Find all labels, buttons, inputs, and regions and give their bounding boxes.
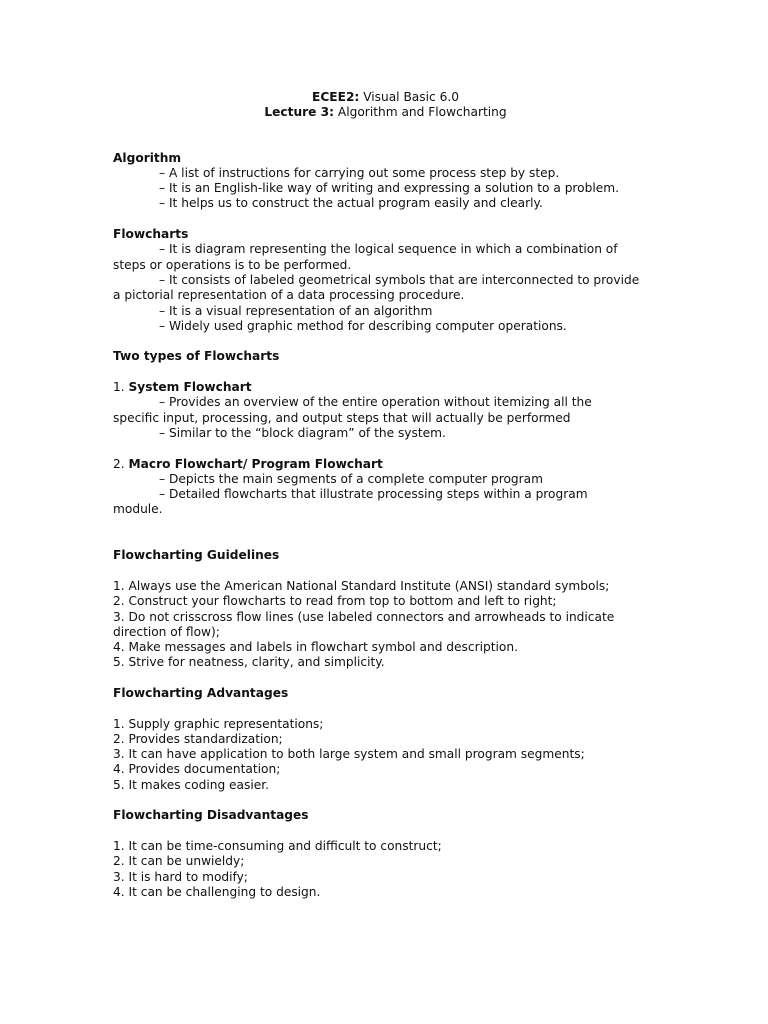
algorithm-section [113,151,658,212]
flowcharts-item: – It is diagram representing the logical sequence in which a combination of [159,242,618,257]
types-heading: Two types of Flowcharts [113,349,280,364]
lecture-label: Lecture 3: [264,105,335,120]
macro-flowchart-block [113,457,658,518]
advantage-item: 4. Provides documentation; [113,762,281,777]
disadvantages-heading: Flowcharting Disadvantages [113,808,309,823]
system-flowchart-block [113,380,658,441]
macro-flowchart-title-line [113,457,658,472]
advantages-heading: Flowcharting Advantages [113,685,289,700]
disadvantages-section [113,808,658,900]
disadvantage-item: 3. It is hard to modify; [113,869,248,884]
types-section [113,349,658,517]
guidelines-list [113,579,658,671]
guideline-item: 2. Construct your flowcharts to read from top to bottom and left to right; [113,594,557,609]
flowcharts-item: – It is a visual representation of an algorithm [159,303,433,318]
disadvantages-list [113,839,658,900]
advantages-list [113,717,658,793]
flowcharts-item-continuation: a pictorial representation of a data processing procedure. [113,288,465,303]
disadvantage-item: 2. It can be unwieldy; [113,854,245,869]
macro-flowchart-item: – Detailed flowcharts that illustrate processing steps within a program [159,487,588,502]
algorithm-heading: Algorithm [113,150,182,165]
advantage-item: 1. Supply graphic representations; [113,716,324,731]
macro-flowchart-item-continuation: module. [113,502,163,517]
algorithm-item: – A list of instructions for carrying out some process step by step. [159,165,560,180]
course-title-line [113,90,658,105]
system-flowchart-title-line [113,380,658,395]
guideline-item: 3. Do not crisscross flow lines (use labeled connectors and arrowheads to indicate [113,609,615,624]
guideline-item: 1. Always use the American National Standard Institute (ANSI) standard symbols; [113,578,610,593]
algorithm-item: – It is an English-like way of writing and expressing a solution to a problem. [159,181,619,196]
guideline-item: 4. Make messages and labels in flowchart symbol and description. [113,640,518,655]
macro-flowchart-title: Macro Flowchart/ Program Flowchart [128,456,383,471]
system-flowchart-title: System Flowchart [128,380,252,395]
flowcharts-item: – It consists of labeled geometrical symbols that are interconnected to provide [159,272,640,287]
flowcharts-item: – Widely used graphic method for describing computer operations. [159,318,567,333]
guidelines-section [113,548,658,670]
course-label: ECEE2: [312,90,360,104]
disadvantage-item: 4. It can be challenging to design. [113,884,321,899]
system-flowchart-item-continuation: specific input, processing, and output steps that will actually be performed [113,410,571,425]
course-title: Visual Basic 6.0 [363,90,459,104]
advantage-item: 2. Provides standardization; [113,731,283,746]
lecture-title: Algorithm and Flowcharting [337,105,507,120]
flowcharts-item-continuation: steps or operations is to be performed. [113,257,352,272]
guidelines-heading: Flowcharting Guidelines [113,548,280,563]
flowcharts-heading: Flowcharts [113,227,189,242]
advantage-item: 5. It makes coding easier. [113,777,270,792]
macro-flowchart-number: 2. [113,456,125,471]
system-flowchart-number: 1. [113,380,125,395]
system-flowchart-item: – Similar to the “block diagram” of the system. [159,425,446,440]
guideline-item: 5. Strive for neatness, clarity, and simplicity. [113,655,385,670]
macro-flowchart-item: – Depicts the main segments of a complete computer program [159,471,543,486]
document-header [113,90,658,121]
flowcharts-section [113,227,658,334]
guideline-item-continuation: direction of flow); [113,624,220,639]
algorithm-item: – It helps us to construct the actual program easily and clearly. [159,196,543,211]
advantages-section [113,686,658,793]
disadvantage-item: 1. It can be time-consuming and difficult to construct; [113,838,442,853]
advantage-item: 3. It can have application to both large system and small program segments; [113,747,585,762]
lecture-title-line [113,105,658,120]
system-flowchart-item: – Provides an overview of the entire operation without itemizing all the [159,395,592,410]
